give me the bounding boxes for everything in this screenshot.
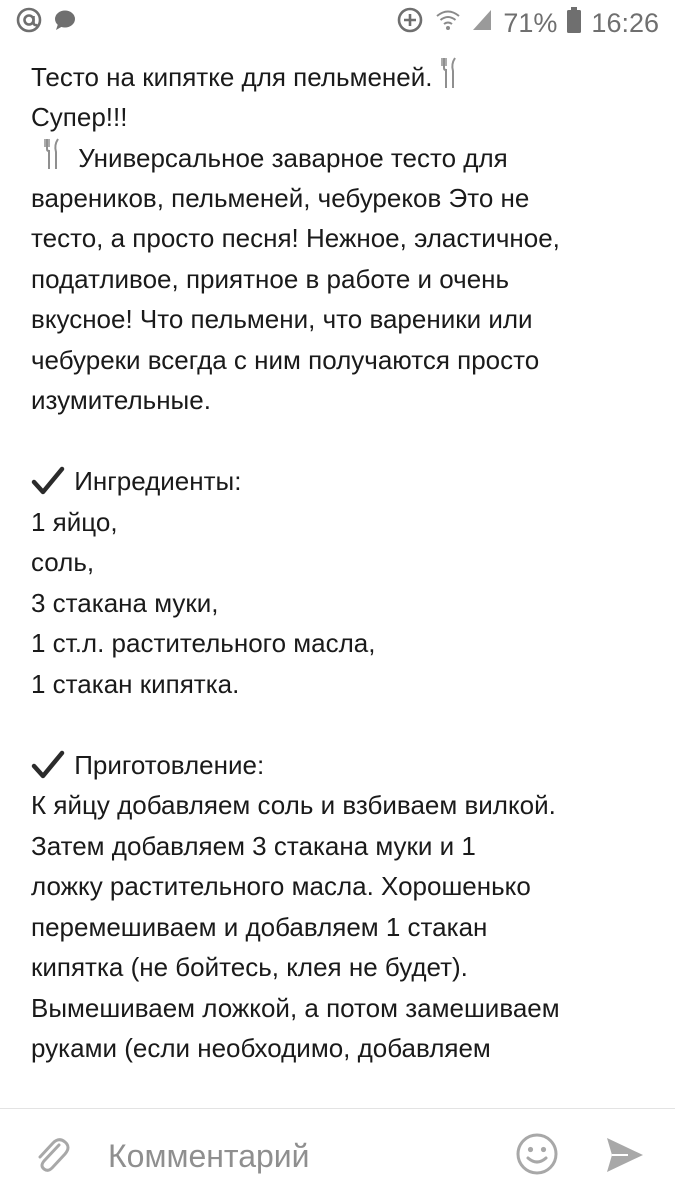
battery-icon: [567, 7, 581, 40]
message-bubble-icon: [52, 7, 78, 40]
intro-line-2: вареников, пельменей, чебуреков Это не: [31, 182, 530, 213]
intro-line-1: [31, 137, 656, 178]
ingredients-heading: Ингредиенты:: [74, 466, 242, 496]
comment-bar: [0, 1109, 675, 1200]
post-title: Тесто на кипятке для пельменей.: [31, 62, 433, 92]
wifi-icon: [435, 7, 461, 40]
spacer: [31, 704, 656, 745]
preparation-line: Вымешиваем ложкой, а потом замешиваем: [31, 992, 560, 1023]
comment-input[interactable]: [106, 1131, 490, 1181]
fork-knife-icon: [43, 137, 63, 183]
data-saver-icon: [395, 5, 425, 42]
spacer: [31, 421, 656, 462]
post-text: [31, 56, 656, 1108]
clock: 16:26: [591, 7, 659, 38]
intro-line-7: изумительные.: [31, 385, 211, 415]
ingredient-item: 3 стакана муки,: [31, 587, 219, 618]
ingredient-item: 1 ст.л. растительного масла,: [31, 628, 376, 658]
intro-line-4: податливое, приятное в работе и очень: [31, 263, 510, 294]
at-icon: [14, 5, 44, 42]
post-title-line: [31, 56, 656, 97]
preparation-line: перемешиваем и добавляем 1 стакан: [31, 911, 488, 942]
preparation-heading-line: [31, 745, 656, 786]
smiley-icon[interactable]: [514, 1131, 560, 1182]
intro-line-6: чебуреки всегда с ним получаются просто: [31, 344, 540, 375]
status-right: [395, 5, 659, 42]
status-bar: [0, 0, 675, 46]
ingredient-item: соль,: [31, 547, 95, 577]
fork-knife-icon: [440, 56, 460, 102]
intro-line-3: тесто, а просто песня! Нежное, эластичное,: [31, 223, 560, 253]
intro-line-5: вкусное! Что пельмени, что вареники или: [31, 304, 533, 334]
preparation-heading: Приготовление:: [74, 749, 265, 780]
battery-percent: 71%: [503, 7, 558, 38]
ingredient-item: 1 яйцо,: [31, 506, 118, 537]
preparation-line: К яйцу добавляем соль и взбиваем вилкой.: [31, 790, 556, 820]
ingredients-heading-line: [31, 461, 656, 502]
signal-icon: [471, 8, 493, 39]
preparation-line: кипятка (не бойтесь, клея не будет).: [31, 952, 468, 982]
ingredient-item: 1 стакан кипятка.: [31, 668, 240, 699]
send-icon[interactable]: [604, 1135, 646, 1180]
status-left: [14, 5, 78, 42]
preparation-line: руками (если необходимо, добавляем: [31, 1033, 491, 1063]
preparation-line: ложку растительного масла. Хорошенько: [31, 871, 531, 901]
paperclip-icon[interactable]: [32, 1133, 72, 1182]
intro-text: Универсальное заварное тесто для: [78, 143, 508, 173]
preparation-line: Затем добавляем 3 стакана муки и 1: [31, 830, 476, 861]
post-super: Супер!!!: [31, 101, 128, 132]
